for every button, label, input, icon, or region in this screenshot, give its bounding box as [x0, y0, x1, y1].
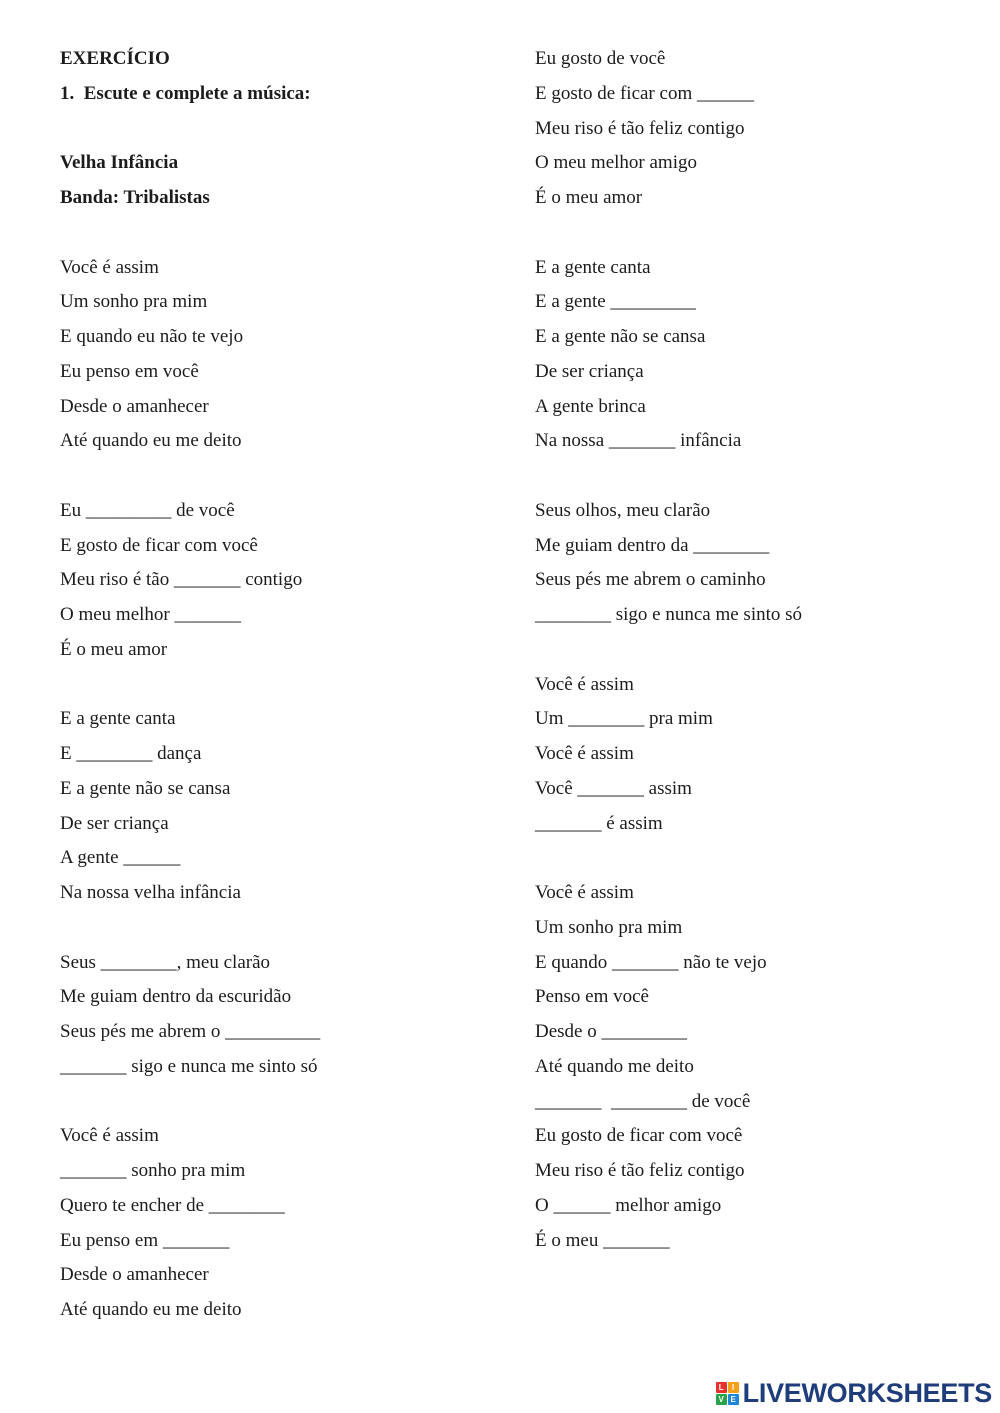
heading-line: Velha Infância	[60, 152, 179, 174]
logo-tile-e: E	[728, 1394, 739, 1405]
logo-tile-l: L	[716, 1382, 727, 1393]
lyric-line: Me guiam dentro da escuridão	[60, 986, 292, 1008]
right-column	[535, 44, 975, 1260]
lyric-line: O ______ melhor amigo	[535, 1194, 722, 1216]
lyric-line: Na nossa velha infância	[60, 882, 241, 903]
lyric-line: _______ sigo e nunca me sinto só	[60, 1055, 318, 1077]
lyric-line: Você é assim	[60, 256, 159, 278]
lyric-line: Meu riso é tão feliz contigo	[535, 117, 745, 139]
lyric-line: Desde o amanhecer	[60, 1264, 209, 1286]
lyric-line: Seus pés me abrem o caminho	[535, 569, 766, 591]
lyric-line: E ________ dança	[60, 743, 202, 764]
lyric-line: Me guiam dentro da ________	[535, 534, 770, 556]
lyric-line: Você é assim	[535, 673, 634, 695]
lyric-line: Eu gosto de ficar com você	[535, 1125, 743, 1147]
logo-tile-v: V	[716, 1394, 727, 1405]
lyric-line: _______ sonho pra mim	[60, 1160, 246, 1181]
lyric-line: Um sonho pra mim	[60, 291, 208, 313]
lyric-line: É o meu _______	[535, 1229, 670, 1251]
lyric-line: E a gente não se cansa	[535, 326, 706, 347]
stanza-gap	[60, 1087, 500, 1122]
lyric-line: O meu melhor _______	[60, 604, 242, 625]
lyric-line: Quero te encher de ________	[60, 1194, 285, 1216]
logo-text: LIVEWORKSHEETS	[742, 1377, 992, 1408]
lyric-line: Você é assim	[535, 743, 634, 764]
stanza-gap	[535, 843, 975, 878]
lyric-line: E a gente não se cansa	[60, 777, 231, 799]
lyric-line: A gente brinca	[535, 395, 646, 417]
lyric-line: E a gente _________	[535, 291, 696, 313]
lyric-line: Seus olhos, meu clarão	[535, 499, 711, 521]
lyric-line: Meu riso é tão feliz contigo	[535, 1160, 745, 1181]
logo-tile-i: I	[728, 1382, 739, 1393]
lyric-line: É o meu amor	[60, 638, 168, 660]
lyric-line: Penso em você	[535, 986, 649, 1008]
heading-line: EXERCÍCIO	[60, 48, 170, 69]
lyric-line: _______ ________ de você	[535, 1090, 751, 1112]
lyric-line: E a gente canta	[535, 256, 651, 278]
lyric-line: Eu penso em você	[60, 360, 199, 382]
liveworksheets-logo	[716, 1378, 992, 1408]
lyric-line: Eu gosto de você	[535, 48, 666, 69]
lyric-line: Um sonho pra mim	[535, 916, 683, 938]
lyric-line: Eu penso em _______	[60, 1229, 230, 1251]
stanza-gap	[60, 218, 500, 253]
lyric-line: Até quando eu me deito	[60, 430, 242, 452]
lyric-line: E a gente canta	[60, 708, 176, 730]
lyric-line: Seus ________, meu clarão	[60, 951, 271, 973]
lyric-line: Desde o _________	[535, 1021, 687, 1042]
logo-grid-icon	[716, 1382, 739, 1405]
lyric-line: E gosto de ficar com ______	[535, 82, 754, 104]
stanza-gap	[60, 913, 500, 948]
stanza-gap	[60, 461, 500, 496]
lyric-line: Eu _________ de você	[60, 499, 235, 521]
lyric-line: O meu melhor amigo	[535, 152, 697, 174]
lyric-line: É o meu amor	[535, 187, 643, 208]
lyric-line: Desde o amanhecer	[60, 395, 209, 417]
stanza-gap	[535, 635, 975, 670]
lyric-line: Até quando me deito	[535, 1055, 694, 1077]
heading-line: 1. Escute e complete a música:	[60, 82, 311, 104]
stanza-gap	[60, 670, 500, 705]
lyric-line: De ser criança	[535, 360, 644, 382]
lyric-line: Seus pés me abrem o __________	[60, 1021, 321, 1042]
lyric-line: E quando eu não te vejo	[60, 326, 244, 347]
lyric-line: Você é assim	[60, 1125, 159, 1147]
stanza-gap	[535, 218, 975, 253]
stanza-gap	[535, 461, 975, 496]
lyric-line: Na nossa _______ infância	[535, 430, 742, 452]
lyric-line: ________ sigo e nunca me sinto só	[535, 604, 803, 625]
stanza-gap	[60, 114, 500, 149]
lyric-line: Um ________ pra mim	[535, 708, 713, 730]
lyric-line: _______ é assim	[535, 812, 663, 834]
lyric-line: E quando _______ não te vejo	[535, 951, 767, 973]
lyric-line: Você é assim	[535, 882, 634, 903]
left-column	[60, 44, 500, 1330]
lyric-line: A gente ______	[60, 847, 181, 869]
lyric-line: Você _______ assim	[535, 777, 692, 799]
lyric-line: Meu riso é tão _______ contigo	[60, 569, 303, 591]
lyric-line: E gosto de ficar com você	[60, 534, 258, 556]
heading-line: Banda: Tribalistas	[60, 187, 210, 208]
lyric-line: Até quando eu me deito	[60, 1299, 242, 1320]
lyric-line: De ser criança	[60, 812, 169, 834]
